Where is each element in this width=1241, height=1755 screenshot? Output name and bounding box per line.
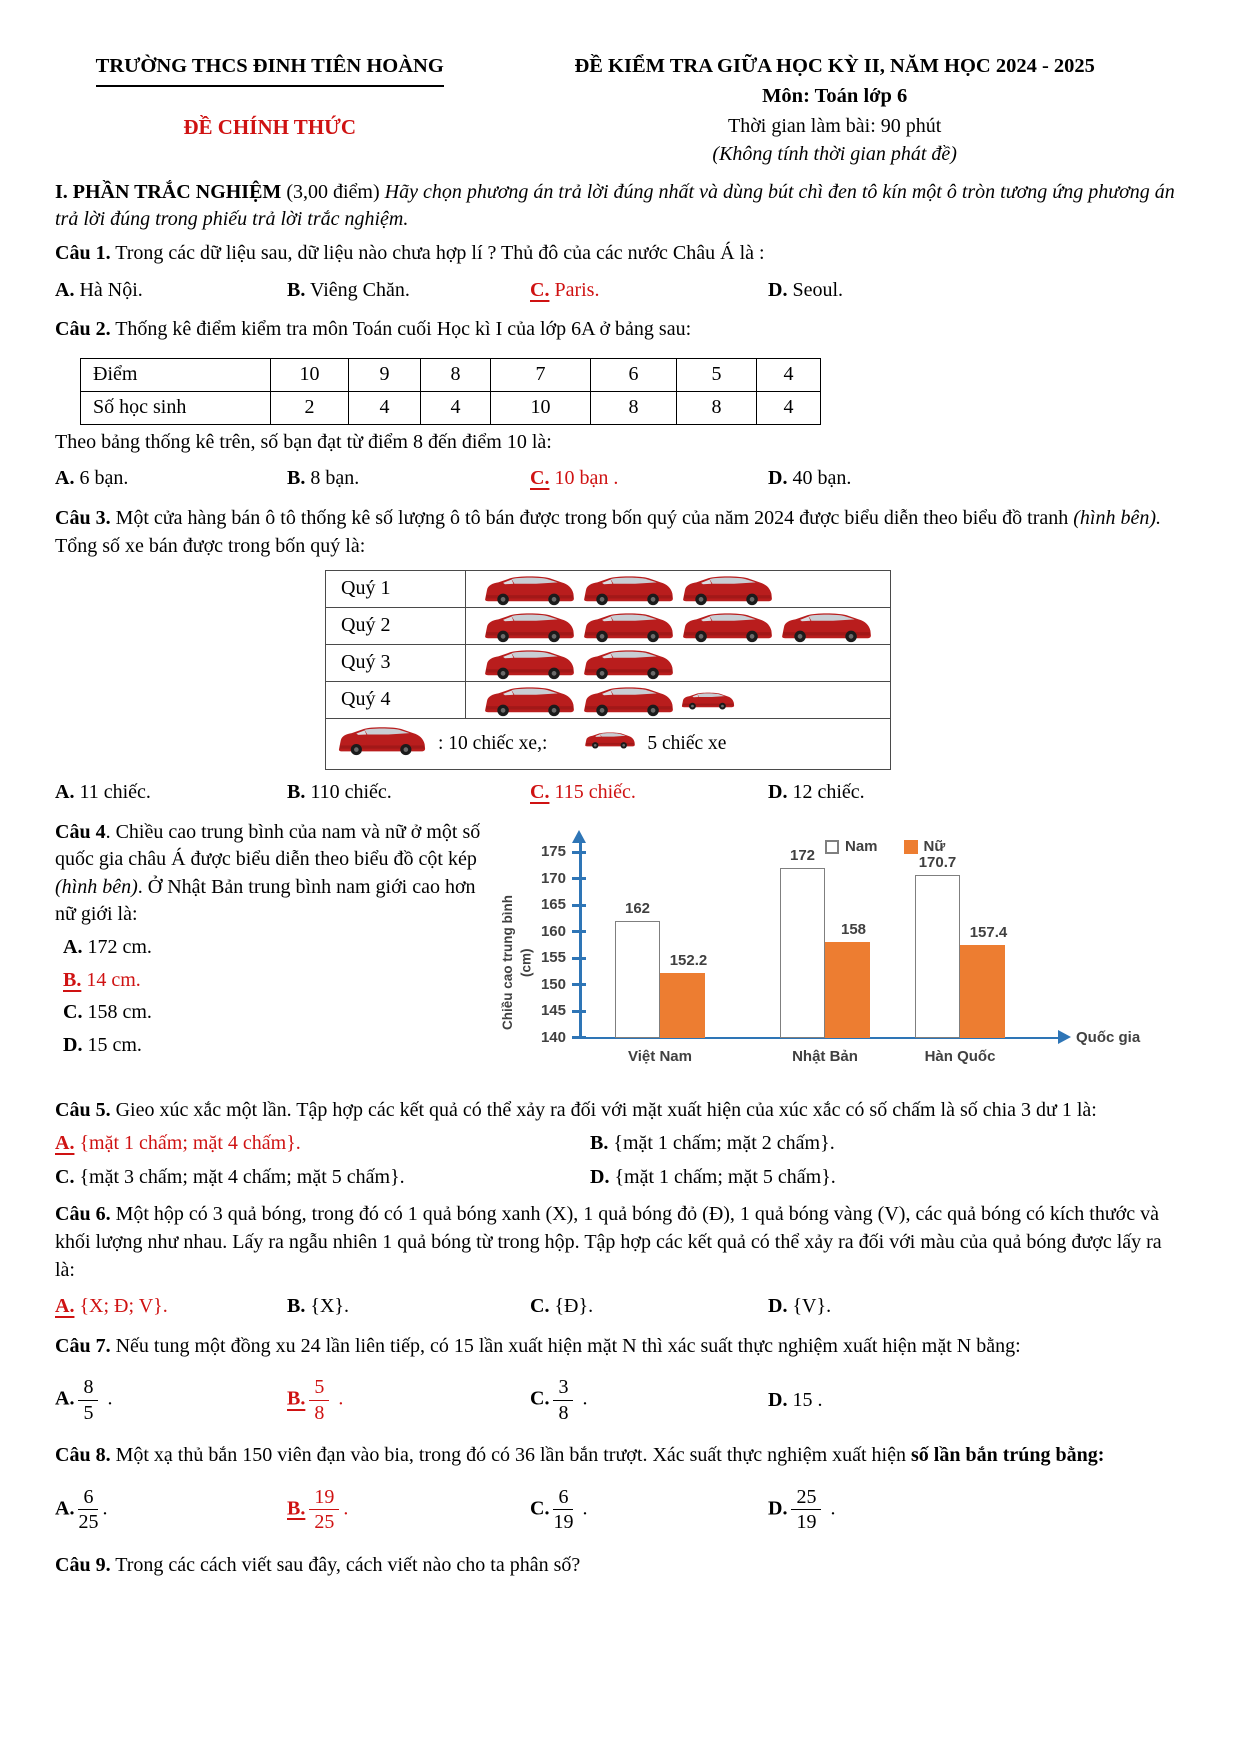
question-5: [55, 1097, 1185, 1192]
y-tick-label: 160: [540, 922, 566, 940]
answer-option-b: B. 14 cm.: [63, 968, 141, 991]
table-row: [81, 358, 821, 391]
height-bar-chart: [495, 833, 1185, 1091]
pictograph-legend: [326, 719, 890, 769]
subject-line: Môn: Toán lớp 6: [762, 85, 908, 108]
car-icon: [581, 609, 676, 643]
question-4-chart-column: [495, 819, 1185, 1091]
bar-nam-2: [780, 868, 825, 1038]
duration-note: (Không tính thời gian phát đề): [712, 143, 957, 166]
car-icon: [482, 572, 577, 606]
score-table: [80, 358, 821, 425]
pictograph-legend-small-label: 5 chiếc xe: [647, 732, 727, 754]
car-icon: [336, 723, 428, 756]
answer-option-a: A. 172 cm.: [63, 936, 152, 959]
question-text: Câu 8. Một xạ thủ bắn 150 viên đạn vào bia, trong đó có 36 lần bắn trượt. Xác suất thực nghiệm xuất hiện số lần bắn trúng bằng:: [55, 1444, 1105, 1467]
bar-data-label: 158: [840, 921, 867, 939]
question-text: Câu 7. Nếu tung một đồng xu 24 lần liên tiếp, có 15 lần xuất hiện mặt N thì xác suất thực nghiệm xuất hiện mặt N bằng:: [55, 1334, 1021, 1357]
car-icon: [680, 609, 775, 643]
header-left: [55, 52, 484, 169]
pictograph-row-label: Quý 2: [326, 608, 466, 644]
duration-line: Thời gian làm bài: 90 phút: [728, 114, 942, 137]
answer-option-c: C. {Đ}.: [530, 1295, 594, 1318]
pictograph-row-cars: [466, 683, 736, 717]
question-1: [55, 240, 1185, 304]
answer-option-c: C. $\frac{6}{19}$ .: [530, 1485, 588, 1534]
legend-swatch-nu: [904, 840, 918, 854]
table-cell: 7: [491, 358, 591, 391]
official-exam-label: ĐỀ CHÍNH THỨC: [183, 115, 357, 140]
answer-options: [55, 1486, 1185, 1534]
y-tick-mark: [572, 930, 586, 933]
answer-options: [55, 277, 1185, 305]
question-6: [55, 1201, 1185, 1320]
answer-option-c: C. 10 bạn .: [530, 467, 619, 490]
question-text: Câu 9. Trong các cách viết sau đây, cách viết nào cho ta phân số?: [55, 1553, 581, 1576]
answer-option-d: D. 15 cm.: [63, 1033, 142, 1056]
y-tick-label: 145: [540, 1002, 566, 1020]
table-row: [81, 391, 821, 424]
bar-nam-3: [915, 875, 960, 1038]
car-icon: [583, 730, 637, 749]
table-cell: 8: [591, 391, 677, 424]
answer-option-c: C. 158 cm.: [63, 1001, 152, 1024]
answer-option-d: D. $\frac{25}{19}$ .: [768, 1485, 836, 1534]
answer-option-d: D. {V}.: [768, 1295, 832, 1318]
question-7: [55, 1333, 1185, 1424]
y-tick-label: 165: [540, 896, 566, 914]
question-text: Câu 1. Trong các dữ liệu sau, dữ liệu nào chưa hợp lí ? Thủ đô của các nước Châu Á là :: [55, 241, 765, 264]
answer-options: [55, 1130, 1185, 1191]
answer-option-c: C. {mặt 3 chấm; mặt 4 chấm; mặt 5 chấm}.: [55, 1165, 405, 1188]
y-tick-label: 140: [540, 1028, 566, 1046]
y-tick-mark: [572, 904, 586, 907]
table-cell: 5: [677, 358, 757, 391]
answer-option-d: D. {mặt 1 chấm; mặt 5 chấm}.: [590, 1165, 836, 1188]
bar-nữ-3: [960, 945, 1005, 1037]
answer-option-c: C. $\frac{3}{8}$ .: [530, 1376, 588, 1424]
pictograph-row: [326, 645, 890, 682]
pictograph-row-label: Quý 3: [326, 645, 466, 681]
question-9: [55, 1552, 1185, 1580]
car-icon: [680, 690, 736, 710]
answer-option-b: B. {X}.: [287, 1295, 349, 1318]
header: [55, 52, 1185, 169]
y-tick-mark: [572, 957, 586, 960]
table-cell: 4: [349, 391, 421, 424]
x-category-label: Nhật Bản: [792, 1047, 858, 1065]
answer-option-a: A. $\frac{8}{5}$ .: [55, 1376, 113, 1424]
car-icon: [680, 572, 775, 606]
question-text: Câu 3. Một cửa hàng bán ô tô thống kê số lượng ô tô bán được trong bốn quý của năm 2024 được biểu diễn theo biểu đồ tranh (hình bên). Tổng số xe bán được trong bốn quý là:: [55, 506, 1162, 557]
exam-title: ĐỀ KIỂM TRA GIỮA HỌC KỲ II, NĂM HỌC 2024 - 2025: [574, 55, 1095, 77]
answer-options: [55, 1293, 1185, 1321]
answer-option-a: A. {X; Đ; V}.: [55, 1295, 168, 1318]
question-4: [55, 819, 1185, 1091]
table-cell: 10: [491, 391, 591, 424]
chart-y-axis: [579, 841, 582, 1038]
question-text: Câu 2. Thống kê điểm kiểm tra môn Toán cuối Học kì I của lớp 6A ở bảng sau:: [55, 318, 692, 341]
pictograph-row: [326, 682, 890, 719]
answer-option-c: C. Paris.: [530, 278, 600, 301]
y-tick-label: 175: [540, 843, 566, 861]
pictograph-row: [326, 571, 890, 608]
legend-item-nu: Nữ: [904, 837, 946, 858]
answer-option-d: D. 40 bạn.: [768, 467, 852, 490]
car-icon: [581, 572, 676, 606]
chart-y-axis-arrow: [572, 830, 586, 843]
pictograph-row-cars: [466, 646, 676, 680]
answer-option-a: A. $\frac{6}{25}$ .: [55, 1485, 108, 1534]
x-category-label: Việt Nam: [628, 1047, 692, 1065]
bar-data-label: 170.7: [918, 853, 957, 871]
y-tick-mark: [572, 983, 586, 986]
y-tick-mark: [572, 1010, 586, 1013]
section-heading: I. PHẦN TRẮC NGHIỆM: [55, 180, 282, 203]
bar-data-label: 172: [789, 847, 816, 865]
table-cell: Số học sinh: [81, 391, 271, 424]
y-tick-label: 150: [540, 975, 566, 993]
table-cell: 2: [271, 391, 349, 424]
car-icon: [482, 609, 577, 643]
pictograph-row-cars: [466, 572, 775, 606]
chart-x-axis-title: Quốc gia: [1076, 1028, 1141, 1046]
answer-option-a: A. {mặt 1 chấm; mặt 4 chấm}.: [55, 1132, 301, 1155]
car-icon: [581, 683, 676, 717]
table-cell: 4: [421, 391, 491, 424]
bar-data-label: 152.2: [669, 952, 708, 970]
answer-option-b: B. $\frac{5}{8}$ .: [287, 1376, 344, 1424]
car-icon: [581, 646, 676, 680]
answer-options: [55, 1376, 1185, 1424]
question-text: Câu 5. Gieo xúc xắc một lần. Tập hợp các kết quả có thể xảy ra đối với mặt xuất hiện của xúc xắc có số chấm là số chia 3 dư 1 là:: [55, 1098, 1097, 1121]
y-tick-label: 170: [540, 869, 566, 887]
y-tick-label: 155: [540, 949, 566, 967]
table-cell: Điểm: [81, 358, 271, 391]
pictograph-legend-big-label: : 10 chiếc xe,:: [438, 732, 548, 754]
question-8: [55, 1442, 1185, 1533]
pictograph-row-label: Quý 1: [326, 571, 466, 607]
table-cell: 10: [271, 358, 349, 391]
pictograph-row-cars: [466, 609, 874, 643]
car-icon-small: [583, 730, 637, 758]
chart-y-axis-title: Chiều cao trung bình (cm): [500, 895, 534, 1031]
table-cell: 4: [757, 391, 821, 424]
answer-option-a: A. 11 chiếc.: [55, 781, 151, 804]
answer-option-a: A. Hà Nội.: [55, 278, 143, 301]
car-icon-large: [336, 723, 428, 765]
question-text: Câu 4. Chiều cao trung bình của nam và nữ ở một số quốc gia châu Á được biểu diễn theo biểu đồ cột kép (hình bên). Ở Nhật Bản trung bình nam giới cao hơn nữ giới là:: [55, 820, 481, 926]
table-cell: 4: [757, 358, 821, 391]
car-icon: [482, 683, 577, 717]
y-tick-mark: [572, 877, 586, 880]
answer-option-d: D. 15 .: [768, 1388, 823, 1411]
chart-x-axis-arrow: [1058, 1030, 1071, 1044]
bar-nữ-1: [660, 973, 705, 1038]
answer-option-b: B. {mặt 1 chấm; mặt 2 chấm}.: [590, 1132, 835, 1155]
answer-option-d: D. Seoul.: [768, 278, 844, 301]
question-2: [55, 316, 1185, 493]
pictograph-row-label: Quý 4: [326, 682, 466, 718]
answer-options: [55, 779, 1185, 807]
question-4-text-column: [55, 819, 495, 1091]
bar-data-label: 162: [624, 900, 651, 918]
bar-nữ-2: [825, 942, 870, 1037]
answer-option-d: D. 12 chiếc.: [768, 781, 865, 804]
pictograph: [325, 570, 891, 770]
header-right: [484, 52, 1185, 169]
section-points: (3,00 điểm): [281, 180, 385, 203]
question-subtext: Theo bảng thống kê trên, số bạn đạt từ điểm 8 đến điểm 10 là:: [55, 430, 552, 453]
table-cell: 6: [591, 358, 677, 391]
answer-option-b: B. Viêng Chăn.: [287, 278, 410, 301]
car-icon: [779, 609, 874, 643]
table-cell: 8: [677, 391, 757, 424]
answer-option-b: B. 8 bạn.: [287, 467, 360, 490]
legend-item-nam: Nam: [825, 837, 878, 858]
answer-option-b: B. 110 chiếc.: [287, 781, 392, 804]
bar-nam-1: [615, 921, 660, 1038]
x-category-label: Hàn Quốc: [924, 1047, 996, 1065]
table-cell: 8: [421, 358, 491, 391]
table-cell: 9: [349, 358, 421, 391]
section-instruction: Hãy chọn phương án trả lời đúng nhất và dùng bút chì đen tô kín một ô tròn tương ứng phương án trả lời đúng trong phiếu trả lời trắc nghiệm.: [55, 180, 1175, 231]
answer-option-a: A. 6 bạn.: [55, 467, 129, 490]
car-icon: [482, 646, 577, 680]
school-name: TRƯỜNG THCS ĐINH TIÊN HOÀNG: [96, 52, 444, 87]
answer-option-b: B. $\frac{19}{25}$ .: [287, 1485, 349, 1534]
answer-options: [55, 465, 1185, 493]
section-1-intro: [55, 179, 1185, 234]
question-3: [55, 505, 1185, 807]
question-text: Câu 6. Một hộp có 3 quả bóng, trong đó có 1 quả bóng xanh (X), 1 quả bóng đỏ (Đ), 1 quả bóng vàng (V), các quả bóng có kích thước và khối lượng như nhau. Lấy ra ngẫu nhiên 1 quả bóng từ trong hộp. Tập hợp các kết quả có thể xảy ra đối với màu của quả bóng được lấy ra là:: [55, 1203, 1162, 1281]
y-tick-mark: [572, 851, 586, 854]
answer-option-c: C. 115 chiếc.: [530, 781, 636, 804]
bar-data-label: 157.4: [969, 924, 1008, 942]
pictograph-row: [326, 608, 890, 645]
